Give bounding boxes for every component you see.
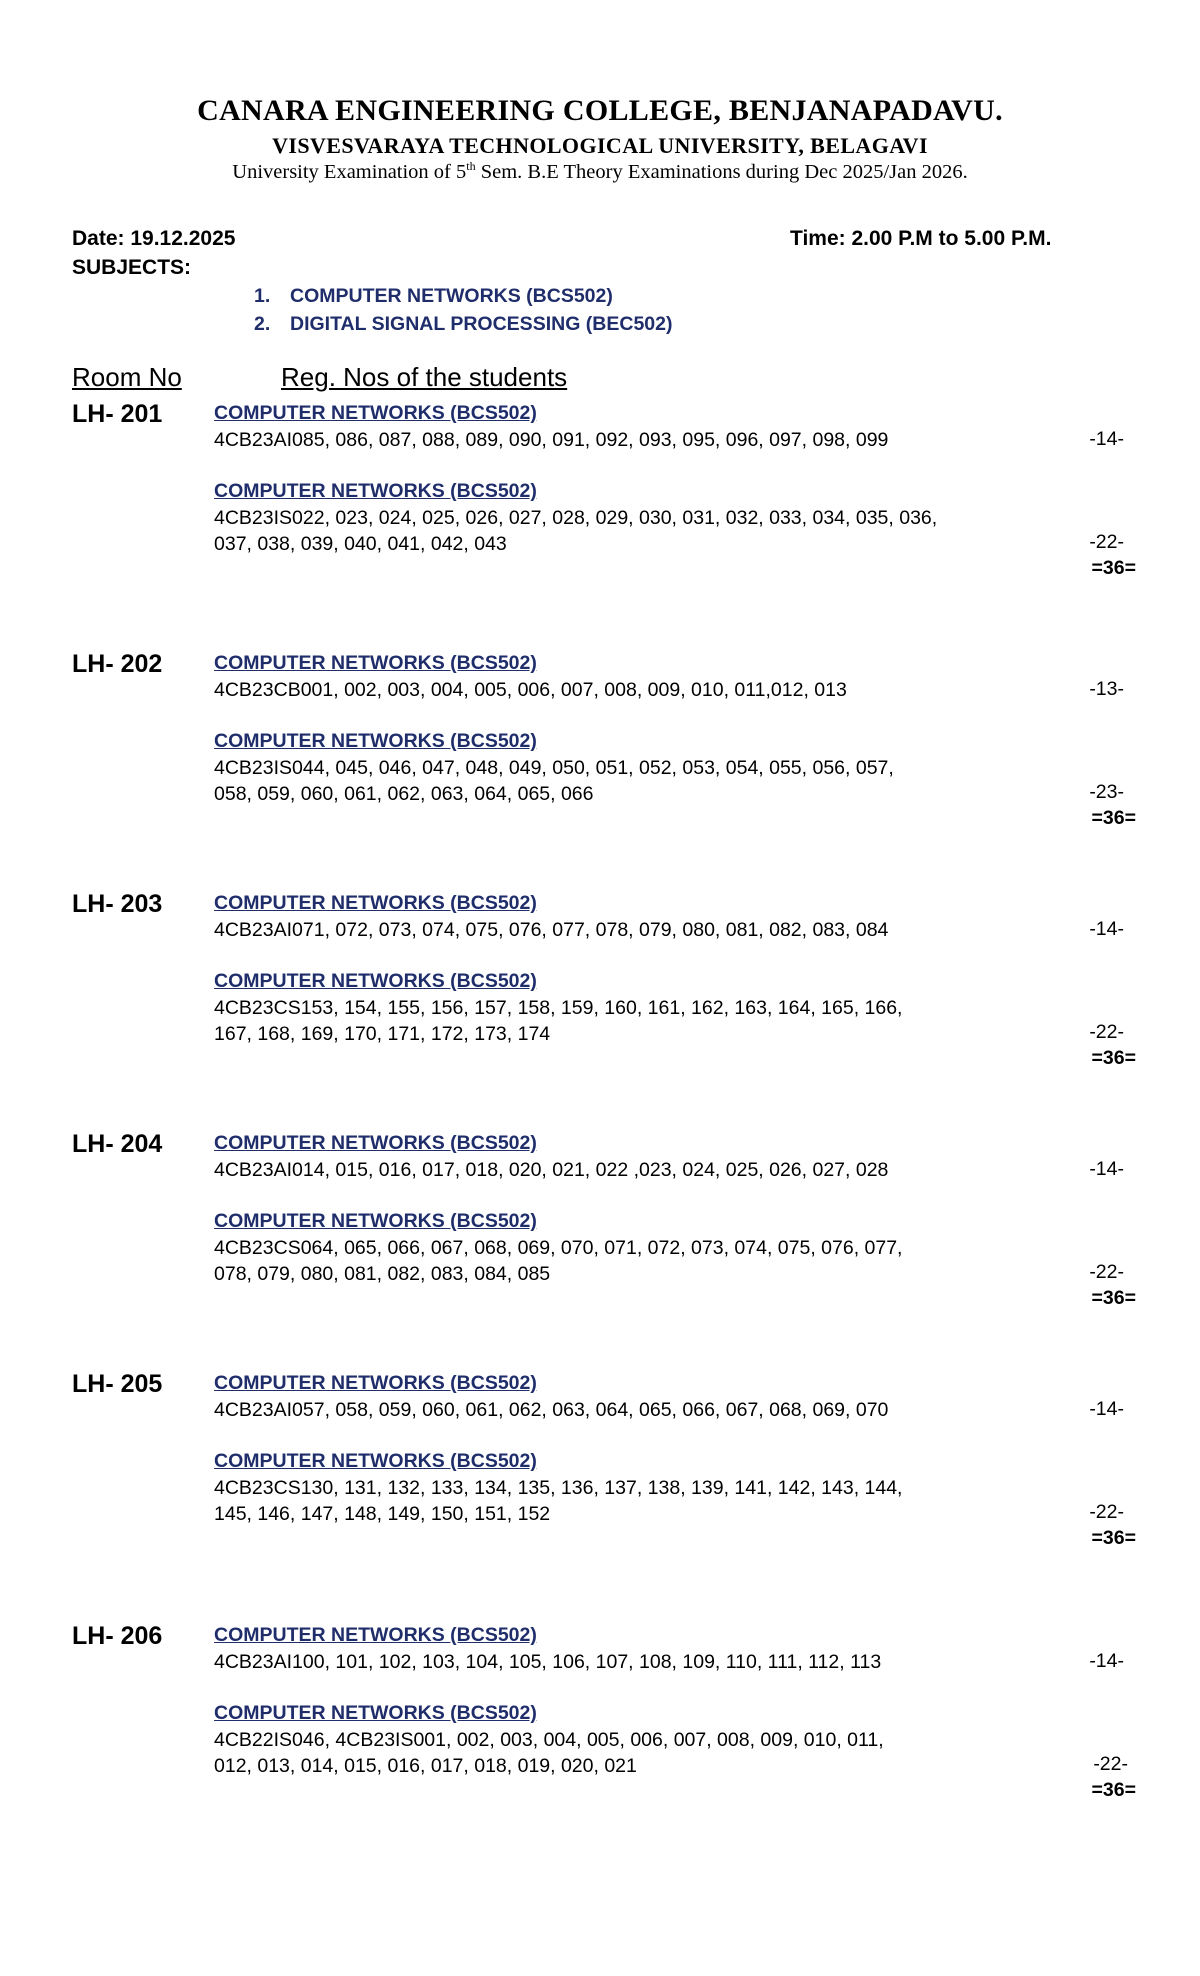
group-subject: COMPUTER NETWORKS (BCS502) [214,1372,537,1394]
room-block [0,1130,1200,1360]
room-total: =36= [1091,807,1136,829]
group-count: -14- [1089,428,1124,450]
room-block [0,1370,1200,1600]
room-total: =36= [1091,1287,1136,1309]
reg-numbers: 4CB23CS130, 131, 132, 133, 134, 135, 136, 137, 138, 139, 141, 142, 143, 144, 145, 146, 147, 148, 149, 150, 151, 152 [214,1477,903,1525]
reg-numbers: 4CB23AI085, 086, 087, 088, 089, 090, 091, 092, 093, 095, 096, 097, 098, 099 [214,429,889,451]
subject-group [214,728,1144,807]
column-header-reg: Reg. Nos of the students [281,362,568,392]
group-subject: COMPUTER NETWORKS (BCS502) [214,892,537,914]
exam-superscript: th [466,159,476,173]
college-name: CANARA ENGINEERING COLLEGE, BENJANAPADAVU. [197,94,1003,127]
subject-number: 1. [254,285,271,307]
reg-numbers: 4CB23AI071, 072, 073, 074, 075, 076, 077, 078, 079, 080, 081, 082, 083, 084 [214,919,889,941]
group-count: -22- [1093,1753,1128,1775]
room-number: LH- 204 [72,1130,163,1158]
group-count: -22- [1089,1261,1124,1283]
reg-numbers: 4CB23IS022, 023, 024, 025, 026, 027, 028, 029, 030, 031, 032, 033, 034, 035, 036, 037, 038, 039, 040, 041, 042, 043 [214,507,938,555]
reg-numbers: 4CB23CS153, 154, 155, 156, 157, 158, 159, 160, 161, 162, 163, 164, 165, 166, 167, 168, 169, 170, 171, 172, 173, 174 [214,997,903,1045]
group-subject: COMPUTER NETWORKS (BCS502) [214,1450,537,1472]
room-block [0,650,1200,880]
reg-numbers: 4CB23IS044, 045, 046, 047, 048, 049, 050, 051, 052, 053, 054, 055, 056, 057, 058, 059, 060, 061, 062, 063, 064, 065, 066 [214,757,894,805]
exam-time: Time: 2.00 P.M to 5.00 P.M. [790,227,1052,250]
room-total: =36= [1091,1047,1136,1069]
room-total: =36= [1091,1779,1136,1801]
exam-date: Date: 19.12.2025 [72,227,236,250]
group-subject: COMPUTER NETWORKS (BCS502) [214,730,537,752]
subject-group [214,650,1144,703]
group-subject: COMPUTER NETWORKS (BCS502) [214,1624,537,1646]
subject-item [254,310,672,338]
subject-group [214,400,1144,453]
group-count: -14- [1089,918,1124,940]
room-number: LH- 202 [72,650,163,678]
reg-numbers: 4CB23AI100, 101, 102, 103, 104, 105, 106, 107, 108, 109, 110, 111, 112, 113 [214,1651,882,1673]
subject-name: DIGITAL SIGNAL PROCESSING (BEC502) [290,313,673,335]
group-subject: COMPUTER NETWORKS (BCS502) [214,1702,537,1724]
room-total: =36= [1091,557,1136,579]
subject-item [254,282,672,310]
group-count: -13- [1089,678,1124,700]
subject-group [214,1130,1144,1183]
room-number: LH- 206 [72,1622,163,1650]
subject-number: 2. [254,313,271,335]
group-count: -23- [1089,781,1124,803]
subject-group [214,478,1144,557]
column-header-room: Room No [72,362,182,392]
exam-description [0,159,1200,184]
subjects-list [254,282,672,338]
subject-name: COMPUTER NETWORKS (BCS502) [290,285,613,307]
group-count: -22- [1089,1021,1124,1043]
reg-numbers: 4CB23CS064, 065, 066, 067, 068, 069, 070, 071, 072, 073, 074, 075, 076, 077, 078, 079, 080, 081, 082, 083, 084, 085 [214,1237,903,1285]
group-subject: COMPUTER NETWORKS (BCS502) [214,480,537,502]
group-subject: COMPUTER NETWORKS (BCS502) [214,1210,537,1232]
room-block [0,890,1200,1120]
group-subject: COMPUTER NETWORKS (BCS502) [214,402,537,424]
subject-group [214,1700,1144,1779]
reg-numbers: 4CB23CB001, 002, 003, 004, 005, 006, 007, 008, 009, 010, 011,012, 013 [214,679,847,701]
subject-group [214,1208,1144,1287]
subject-group [214,1370,1144,1423]
exam-prefix: University Examination of 5 [232,160,467,183]
subjects-label: SUBJECTS: [72,256,192,279]
group-count: -14- [1089,1158,1124,1180]
group-count: -14- [1089,1398,1124,1420]
room-block [0,1622,1200,1852]
reg-numbers: 4CB23AI014, 015, 016, 017, 018, 020, 021, 022 ,023, 024, 025, 026, 027, 028 [214,1159,889,1181]
group-subject: COMPUTER NETWORKS (BCS502) [214,1132,537,1154]
group-count: -22- [1089,1501,1124,1523]
room-number: LH- 205 [72,1370,163,1398]
room-number: LH- 201 [72,400,163,428]
reg-numbers: 4CB23AI057, 058, 059, 060, 061, 062, 063, 064, 065, 066, 067, 068, 069, 070 [214,1399,889,1421]
university-name: VISVESVARAYA TECHNOLOGICAL UNIVERSITY, BELAGAVI [272,133,928,158]
room-number: LH- 203 [72,890,163,918]
subject-group [214,1448,1144,1527]
exam-suffix: Sem. B.E Theory Examinations during Dec 2025/Jan 2026. [475,160,968,183]
room-total: =36= [1091,1527,1136,1549]
reg-numbers: 4CB22IS046, 4CB23IS001, 002, 003, 004, 005, 006, 007, 008, 009, 010, 011, 012, 013, 014, 015, 016, 017, 018, 019, 020, 021 [214,1729,884,1777]
group-count: -22- [1089,531,1124,553]
room-block [0,400,1200,630]
group-subject: COMPUTER NETWORKS (BCS502) [214,970,537,992]
subject-group [214,968,1144,1047]
group-count: -14- [1089,1650,1124,1672]
subject-group [214,1622,1144,1675]
subject-group [214,890,1144,943]
group-subject: COMPUTER NETWORKS (BCS502) [214,652,537,674]
